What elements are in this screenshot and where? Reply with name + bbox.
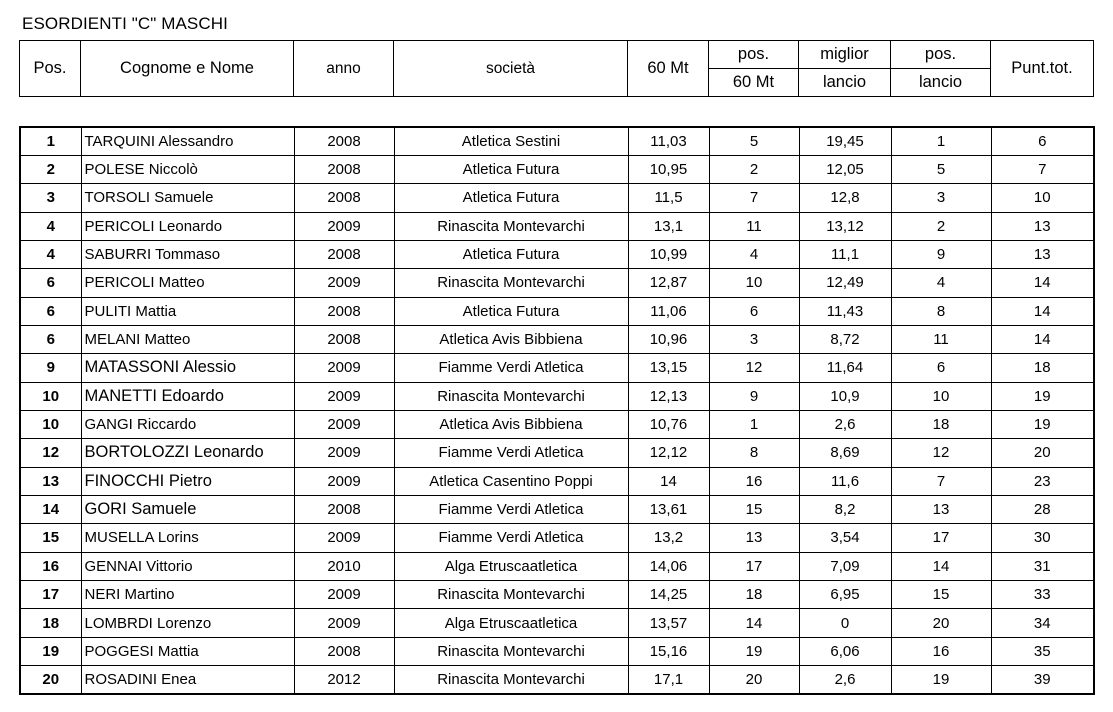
- cell-punt: 33: [991, 581, 1094, 609]
- cell-pos60: 5: [709, 127, 799, 155]
- cell-anno: 2008: [294, 297, 394, 325]
- cell-60mt: 13,2: [628, 524, 709, 552]
- cell-societa: Atletica Sestini: [394, 127, 628, 155]
- header-anno: anno: [294, 41, 394, 97]
- cell-punt: 14: [991, 297, 1094, 325]
- page-title: ESORDIENTI "C" MASCHI: [22, 14, 228, 33]
- cell-poslancio: 9: [891, 240, 991, 268]
- cell-60mt: 10,76: [628, 410, 709, 438]
- cell-name: GORI Samuele: [81, 495, 294, 523]
- table-row: [20, 410, 1094, 438]
- cell-name: MATASSONI Alessio: [81, 354, 294, 382]
- cell-pos60: 19: [709, 637, 799, 665]
- cell-pos60: 2: [709, 155, 799, 183]
- cell-poslancio: 1: [891, 127, 991, 155]
- cell-pos60: 14: [709, 609, 799, 637]
- cell-anno: 2009: [294, 581, 394, 609]
- cell-anno: 2009: [294, 439, 394, 467]
- cell-poslancio: 7: [891, 467, 991, 495]
- cell-poslancio: 4: [891, 269, 991, 297]
- cell-anno: 2008: [294, 325, 394, 353]
- cell-lancio: 19,45: [799, 127, 891, 155]
- cell-punt: 18: [991, 354, 1094, 382]
- cell-pos: 10: [20, 410, 81, 438]
- cell-anno: 2008: [294, 155, 394, 183]
- cell-lancio: 11,64: [799, 354, 891, 382]
- table-row: [20, 609, 1094, 637]
- table-row: [20, 212, 1094, 240]
- header-poslancio-top: pos.: [891, 41, 991, 69]
- cell-60mt: 17,1: [628, 666, 709, 694]
- cell-lancio: 10,9: [799, 382, 891, 410]
- cell-pos: 9: [20, 354, 81, 382]
- cell-societa: Rinascita Montevarchi: [394, 269, 628, 297]
- cell-societa: Atletica Futura: [394, 155, 628, 183]
- cell-anno: 2009: [294, 354, 394, 382]
- cell-60mt: 13,15: [628, 354, 709, 382]
- cell-pos60: 18: [709, 581, 799, 609]
- cell-anno: 2009: [294, 269, 394, 297]
- cell-60mt: 10,96: [628, 325, 709, 353]
- cell-societa: Rinascita Montevarchi: [394, 212, 628, 240]
- cell-poslancio: 18: [891, 410, 991, 438]
- cell-societa: Fiamme Verdi Atletica: [394, 524, 628, 552]
- table-row: [20, 297, 1094, 325]
- cell-punt: 6: [991, 127, 1094, 155]
- cell-60mt: 13,57: [628, 609, 709, 637]
- cell-pos60: 13: [709, 524, 799, 552]
- cell-60mt: 15,16: [628, 637, 709, 665]
- cell-pos60: 10: [709, 269, 799, 297]
- cell-poslancio: 16: [891, 637, 991, 665]
- cell-pos: 1: [20, 127, 81, 155]
- table-row: [20, 382, 1094, 410]
- cell-pos: 15: [20, 524, 81, 552]
- cell-societa: Rinascita Montevarchi: [394, 666, 628, 694]
- cell-societa: Atletica Avis Bibbiena: [394, 325, 628, 353]
- cell-punt: 19: [991, 382, 1094, 410]
- cell-poslancio: 10: [891, 382, 991, 410]
- cell-poslancio: 2: [891, 212, 991, 240]
- cell-pos: 3: [20, 184, 81, 212]
- table-row: [20, 552, 1094, 580]
- cell-poslancio: 5: [891, 155, 991, 183]
- cell-60mt: 14: [628, 467, 709, 495]
- cell-lancio: 6,06: [799, 637, 891, 665]
- cell-pos: 10: [20, 382, 81, 410]
- cell-60mt: 10,99: [628, 240, 709, 268]
- cell-lancio: 2,6: [799, 410, 891, 438]
- cell-anno: 2009: [294, 382, 394, 410]
- cell-60mt: 13,61: [628, 495, 709, 523]
- cell-societa: Fiamme Verdi Atletica: [394, 354, 628, 382]
- cell-societa: Alga Etruscaatletica: [394, 609, 628, 637]
- cell-poslancio: 17: [891, 524, 991, 552]
- cell-pos60: 17: [709, 552, 799, 580]
- cell-name: SABURRI Tommaso: [81, 240, 294, 268]
- table-row: [20, 524, 1094, 552]
- cell-punt: 34: [991, 609, 1094, 637]
- table-row: [20, 354, 1094, 382]
- cell-poslancio: 6: [891, 354, 991, 382]
- cell-societa: Rinascita Montevarchi: [394, 581, 628, 609]
- cell-punt: 39: [991, 666, 1094, 694]
- cell-lancio: 12,49: [799, 269, 891, 297]
- cell-lancio: 8,2: [799, 495, 891, 523]
- cell-societa: Atletica Casentino Poppi: [394, 467, 628, 495]
- cell-anno: 2012: [294, 666, 394, 694]
- cell-societa: Atletica Futura: [394, 184, 628, 212]
- cell-lancio: 11,43: [799, 297, 891, 325]
- cell-anno: 2009: [294, 467, 394, 495]
- cell-anno: 2008: [294, 495, 394, 523]
- table-row: [20, 127, 1094, 155]
- cell-societa: Fiamme Verdi Atletica: [394, 495, 628, 523]
- cell-60mt: 14,25: [628, 581, 709, 609]
- cell-societa: Atletica Futura: [394, 297, 628, 325]
- header-name: Cognome e Nome: [81, 41, 294, 97]
- cell-name: ROSADINI Enea: [81, 666, 294, 694]
- cell-lancio: 13,12: [799, 212, 891, 240]
- header-60mt: 60 Mt: [628, 41, 709, 97]
- header-societa: società: [394, 41, 628, 97]
- header-pos: Pos.: [20, 41, 81, 97]
- cell-pos60: 1: [709, 410, 799, 438]
- cell-name: FINOCCHI Pietro: [81, 467, 294, 495]
- cell-punt: 7: [991, 155, 1094, 183]
- table-row: [20, 325, 1094, 353]
- cell-name: PULITI Mattia: [81, 297, 294, 325]
- table-row: [20, 637, 1094, 665]
- cell-anno: 2009: [294, 524, 394, 552]
- table-row: [20, 184, 1094, 212]
- cell-lancio: 2,6: [799, 666, 891, 694]
- cell-poslancio: 12: [891, 439, 991, 467]
- cell-pos60: 8: [709, 439, 799, 467]
- cell-poslancio: 15: [891, 581, 991, 609]
- cell-60mt: 11,06: [628, 297, 709, 325]
- cell-pos60: 4: [709, 240, 799, 268]
- cell-name: PERICOLI Leonardo: [81, 212, 294, 240]
- cell-pos: 6: [20, 297, 81, 325]
- cell-societa: Rinascita Montevarchi: [394, 382, 628, 410]
- cell-punt: 14: [991, 269, 1094, 297]
- cell-lancio: 11,6: [799, 467, 891, 495]
- cell-societa: Atletica Avis Bibbiena: [394, 410, 628, 438]
- cell-pos: 4: [20, 212, 81, 240]
- cell-anno: 2009: [294, 410, 394, 438]
- cell-name: TARQUINI Alessandro: [81, 127, 294, 155]
- cell-lancio: 12,05: [799, 155, 891, 183]
- cell-name: GANGI Riccardo: [81, 410, 294, 438]
- cell-punt: 10: [991, 184, 1094, 212]
- cell-lancio: 3,54: [799, 524, 891, 552]
- cell-lancio: 8,69: [799, 439, 891, 467]
- cell-poslancio: 14: [891, 552, 991, 580]
- cell-pos: 19: [20, 637, 81, 665]
- cell-name: POGGESI Mattia: [81, 637, 294, 665]
- cell-name: MELANI Matteo: [81, 325, 294, 353]
- cell-anno: 2008: [294, 637, 394, 665]
- cell-pos60: 6: [709, 297, 799, 325]
- cell-name: GENNAI Vittorio: [81, 552, 294, 580]
- table-row: [20, 240, 1094, 268]
- cell-pos: 6: [20, 269, 81, 297]
- cell-pos: 6: [20, 325, 81, 353]
- header-lancio-bottom: lancio: [799, 69, 891, 97]
- cell-lancio: 6,95: [799, 581, 891, 609]
- table-row: [20, 155, 1094, 183]
- cell-punt: 28: [991, 495, 1094, 523]
- cell-lancio: 12,8: [799, 184, 891, 212]
- cell-anno: 2009: [294, 609, 394, 637]
- header-pos60-top: pos.: [709, 41, 799, 69]
- header-lancio-top: miglior: [799, 41, 891, 69]
- cell-pos60: 9: [709, 382, 799, 410]
- cell-punt: 30: [991, 524, 1094, 552]
- cell-poslancio: 19: [891, 666, 991, 694]
- cell-60mt: 13,1: [628, 212, 709, 240]
- cell-name: MANETTI Edoardo: [81, 382, 294, 410]
- cell-name: POLESE Niccolò: [81, 155, 294, 183]
- cell-poslancio: 8: [891, 297, 991, 325]
- table-row: [20, 495, 1094, 523]
- cell-punt: 31: [991, 552, 1094, 580]
- cell-punt: 19: [991, 410, 1094, 438]
- cell-60mt: 12,12: [628, 439, 709, 467]
- cell-punt: 35: [991, 637, 1094, 665]
- table-row: [20, 439, 1094, 467]
- cell-lancio: 7,09: [799, 552, 891, 580]
- cell-pos: 16: [20, 552, 81, 580]
- cell-pos: 18: [20, 609, 81, 637]
- cell-pos60: 20: [709, 666, 799, 694]
- cell-punt: 13: [991, 212, 1094, 240]
- cell-societa: Rinascita Montevarchi: [394, 637, 628, 665]
- cell-poslancio: 13: [891, 495, 991, 523]
- cell-name: LOMBRDI Lorenzo: [81, 609, 294, 637]
- cell-lancio: 11,1: [799, 240, 891, 268]
- cell-punt: 13: [991, 240, 1094, 268]
- cell-pos: 14: [20, 495, 81, 523]
- cell-pos60: 16: [709, 467, 799, 495]
- cell-pos: 17: [20, 581, 81, 609]
- cell-name: MUSELLA Lorins: [81, 524, 294, 552]
- cell-lancio: 8,72: [799, 325, 891, 353]
- cell-60mt: 11,5: [628, 184, 709, 212]
- cell-60mt: 12,13: [628, 382, 709, 410]
- cell-anno: 2008: [294, 127, 394, 155]
- header-punt: Punt.tot.: [991, 41, 1094, 97]
- header-poslancio-bottom: lancio: [891, 69, 991, 97]
- table-row: [20, 269, 1094, 297]
- table-row: [20, 467, 1094, 495]
- cell-pos: 13: [20, 467, 81, 495]
- cell-anno: 2009: [294, 212, 394, 240]
- cell-pos60: 7: [709, 184, 799, 212]
- results-table: [19, 126, 1095, 695]
- cell-name: TORSOLI Samuele: [81, 184, 294, 212]
- header-table: [19, 40, 1094, 97]
- cell-pos: 2: [20, 155, 81, 183]
- cell-poslancio: 11: [891, 325, 991, 353]
- cell-60mt: 12,87: [628, 269, 709, 297]
- cell-60mt: 10,95: [628, 155, 709, 183]
- cell-societa: Fiamme Verdi Atletica: [394, 439, 628, 467]
- cell-anno: 2008: [294, 184, 394, 212]
- cell-punt: 20: [991, 439, 1094, 467]
- cell-societa: Atletica Futura: [394, 240, 628, 268]
- cell-punt: 23: [991, 467, 1094, 495]
- cell-60mt: 14,06: [628, 552, 709, 580]
- cell-name: PERICOLI Matteo: [81, 269, 294, 297]
- cell-lancio: 0: [799, 609, 891, 637]
- cell-punt: 14: [991, 325, 1094, 353]
- cell-60mt: 11,03: [628, 127, 709, 155]
- cell-pos60: 15: [709, 495, 799, 523]
- cell-societa: Alga Etruscaatletica: [394, 552, 628, 580]
- table-row: [20, 581, 1094, 609]
- cell-poslancio: 20: [891, 609, 991, 637]
- cell-pos60: 12: [709, 354, 799, 382]
- cell-pos: 4: [20, 240, 81, 268]
- cell-anno: 2008: [294, 240, 394, 268]
- cell-pos60: 3: [709, 325, 799, 353]
- cell-pos: 12: [20, 439, 81, 467]
- cell-name: NERI Martino: [81, 581, 294, 609]
- cell-pos60: 11: [709, 212, 799, 240]
- cell-name: BORTOLOZZI Leonardo: [81, 439, 294, 467]
- cell-poslancio: 3: [891, 184, 991, 212]
- header-pos60-bottom: 60 Mt: [709, 69, 799, 97]
- cell-pos: 20: [20, 666, 81, 694]
- table-row: [20, 666, 1094, 694]
- cell-anno: 2010: [294, 552, 394, 580]
